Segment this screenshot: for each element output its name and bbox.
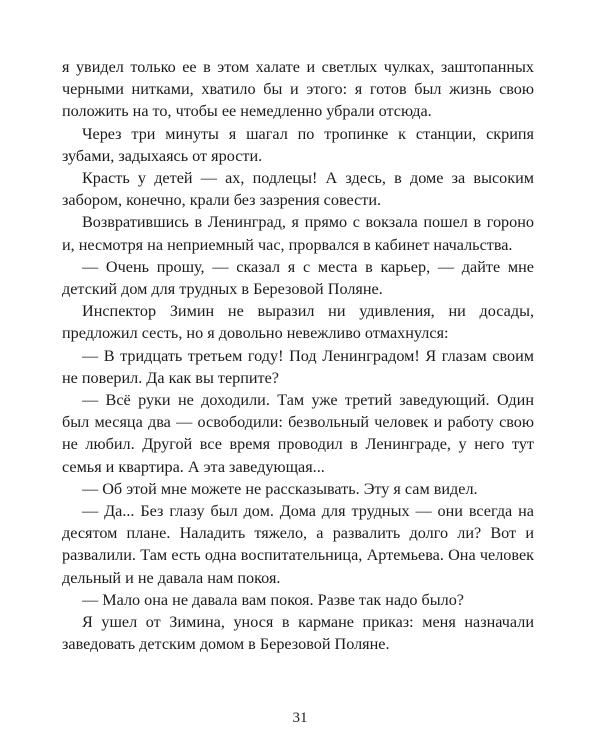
page-number: 31 <box>292 710 308 726</box>
paragraph-7: — В тридцать третьем году! Под Ленинградом! Я глазам своим не поверил. Да как вы терпите? <box>62 346 534 387</box>
paragraph-6: Инспектор Зимин не выразил ни удивления, ни досады, предложил сесть, но я довольно невежливо отмахнулся: <box>62 302 534 343</box>
paragraph-3: Красть у детей — ах, подлецы! А здесь, в доме за высоким забором, конечно, крали без зазрения совести. <box>62 169 534 210</box>
paragraph-9: — Об этой мне можете не рассказывать. Эту я сам видел. <box>82 479 478 498</box>
paragraph-8: — Всё руки не доходили. Там уже третий заведующий. Один был месяца два — освободили: безвольный человек и работу свою не любил. Другой все время проводил в Ленинграде, у него тут семья и квартира. А эта заведующая... <box>62 391 534 476</box>
paragraph-10: — Да... Без глазу был дом. Дома для трудных — они всегда на десятом плане. Наладить тяжело, а развалить долго ли? Вот и развалили. Там есть одна воспитательница, Артемьева. Она человек дельный и не давала нам покоя. <box>62 502 534 587</box>
page-body <box>62 56 534 655</box>
paragraph-5: — Очень прошу, — сказал я с места в карьер, — дайте мне детский дом для трудных в Березовой Поляне. <box>62 257 534 299</box>
paragraph-1: я увидел только ее в этом халате и светлых чулках, заштопанных черными нитками, хватило бы и этого: я готов был жизнь свою положить на то, чтобы ее немедленно убрали отсюда. <box>62 58 534 121</box>
paragraph-2: Через три минуты я шагал по тропинке к станции, скрипя зубами, задыхаясь от ярости. <box>62 124 534 165</box>
paragraph-4: Возвратившись в Ленинград, я прямо с вокзала пошел в гороно и, несмотря на неприемный час, прорвался в кабинет начальства. <box>62 213 534 254</box>
paragraph-12: Я ушел от Зимина, унося в кармане приказ: меня назначали заведовать детским домом в Березовой Поляне. <box>62 613 534 654</box>
paragraph-11: — Мало она не давала вам покоя. Разве так надо было? <box>82 590 464 609</box>
